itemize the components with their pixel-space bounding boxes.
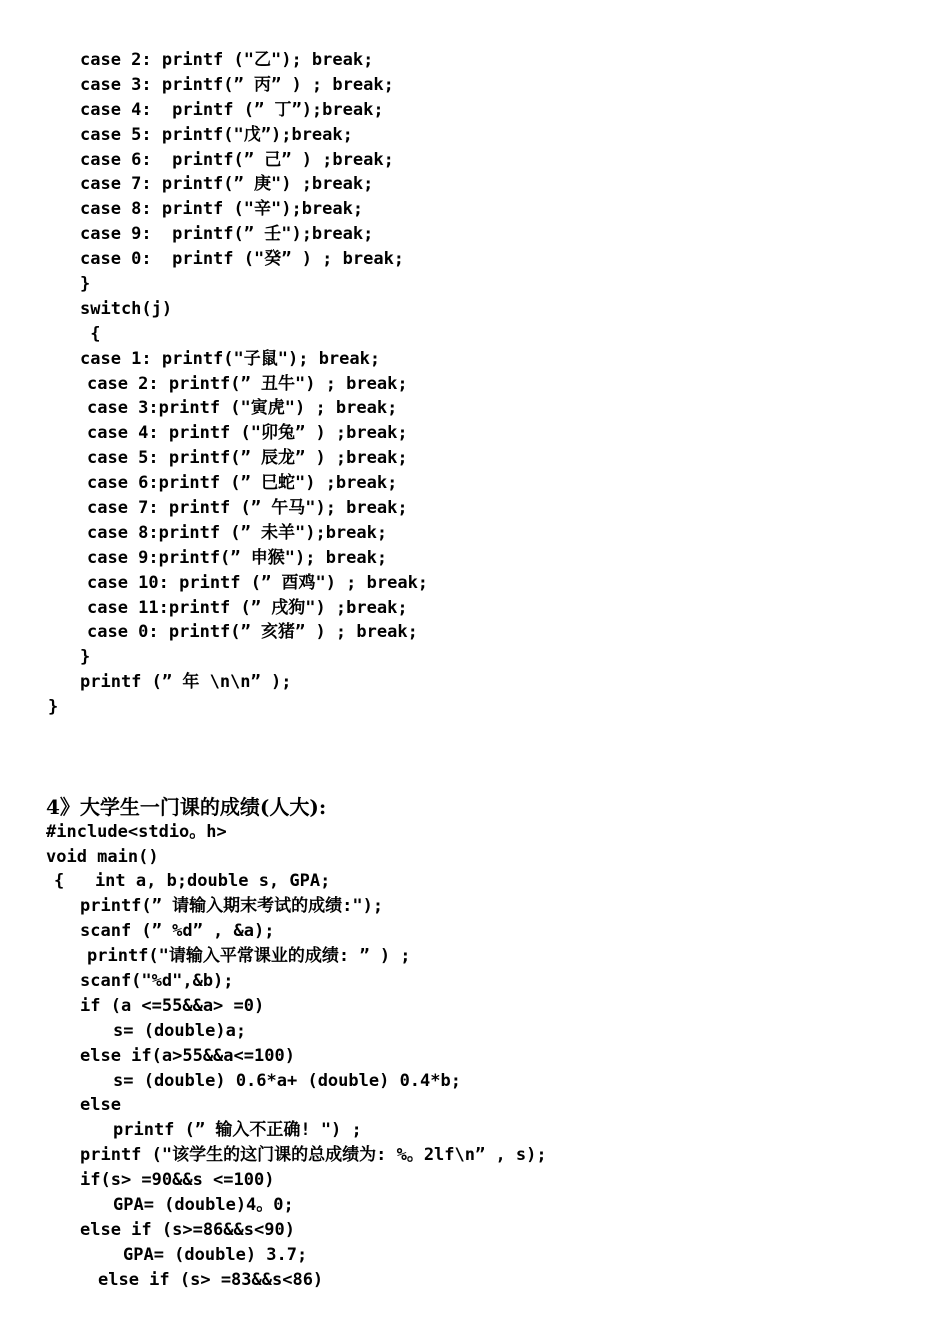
- code-line: case 11:printf (” 戌狗") ;break;: [87, 597, 408, 618]
- code-line: case 6: printf(” 己” ) ;break;: [80, 149, 394, 170]
- code-line: case 6:printf (” 巳蛇") ;break;: [87, 473, 398, 494]
- code-line: }: [80, 647, 91, 668]
- code-line: case 4: printf (” 丁”);break;: [80, 99, 384, 120]
- code-line: printf("请输入平常课业的成绩: ” ) ;: [87, 946, 411, 967]
- code-line: {: [80, 323, 101, 344]
- code-line: else: [80, 1095, 121, 1116]
- code-line: case 3:printf ("寅虎") ; break;: [87, 398, 398, 419]
- code-line: #include<stdio。h>: [46, 821, 227, 842]
- code-line: scanf (” %d” , &a);: [80, 921, 275, 942]
- code-line: case 9: printf(” 壬");break;: [80, 224, 374, 245]
- code-line: void main(): [46, 846, 159, 867]
- code-block-gpa: [0, 820, 950, 1293]
- code-line: GPA= (double) 3.7;: [123, 1244, 308, 1265]
- code-line: else if (s> =83&&s<86): [98, 1269, 324, 1290]
- code-line: case 4: printf ("卯兔” ) ;break;: [87, 423, 408, 444]
- code-line: { int a, b;double s, GPA;: [54, 871, 331, 892]
- code-line: case 7: printf (” 午马"); break;: [87, 498, 408, 519]
- code-line: }: [80, 274, 91, 295]
- code-line: case 7: printf(” 庚") ;break;: [80, 174, 374, 195]
- section-heading: 4》大学生一门课的成绩(人大):: [46, 794, 327, 819]
- code-line: else if(a>55&&a<=100): [80, 1045, 295, 1066]
- code-line: case 0: printf ("癸” ) ; break;: [80, 249, 405, 270]
- code-line: case 3: printf(” 丙” ) ; break;: [80, 74, 394, 95]
- code-line: case 9:printf(” 申猴"); break;: [87, 547, 388, 568]
- code-line: printf ("该学生的这门课的总成绩为: %。2lf\n” , s);: [80, 1145, 547, 1166]
- code-line: case 5: printf(” 辰龙” ) ;break;: [87, 448, 408, 469]
- code-line: case 5: printf("戊”);break;: [80, 124, 353, 145]
- code-line: case 2: printf(” 丑牛") ; break;: [87, 373, 408, 394]
- code-line: printf (” 年 \n\n” );: [80, 672, 292, 693]
- document-body: [0, 48, 950, 1293]
- code-line: case 1: printf("子鼠"); break;: [80, 348, 381, 369]
- code-line: case 8: printf ("辛");break;: [80, 199, 364, 220]
- code-block-switch: [0, 48, 950, 720]
- code-line: printf(” 请输入期末考试的成绩:");: [80, 896, 384, 917]
- code-line: case 10: printf (” 酉鸡") ; break;: [87, 572, 429, 593]
- code-line: if(s> =90&&s <=100): [80, 1170, 275, 1191]
- code-line: case 8:printf (” 未羊");break;: [87, 522, 388, 543]
- code-line: GPA= (double)4。0;: [113, 1194, 294, 1215]
- code-line: }: [48, 697, 59, 718]
- code-line: switch(j): [80, 298, 173, 319]
- code-line: scanf("%d",&b);: [80, 970, 234, 991]
- code-line: if (a <=55&&a> =0): [80, 995, 265, 1016]
- blank-gap: [0, 720, 950, 795]
- code-line: else if (s>=86&&s<90): [80, 1219, 295, 1240]
- code-line: s= (double) 0.6*a+ (double) 0.4*b;: [113, 1070, 461, 1091]
- code-line: case 0: printf(” 亥猪” ) ; break;: [87, 622, 418, 643]
- code-line: printf (” 输入不正确! ") ;: [113, 1120, 362, 1141]
- code-line: case 2: printf ("乙"); break;: [80, 50, 374, 70]
- code-line: s= (double)a;: [113, 1020, 247, 1041]
